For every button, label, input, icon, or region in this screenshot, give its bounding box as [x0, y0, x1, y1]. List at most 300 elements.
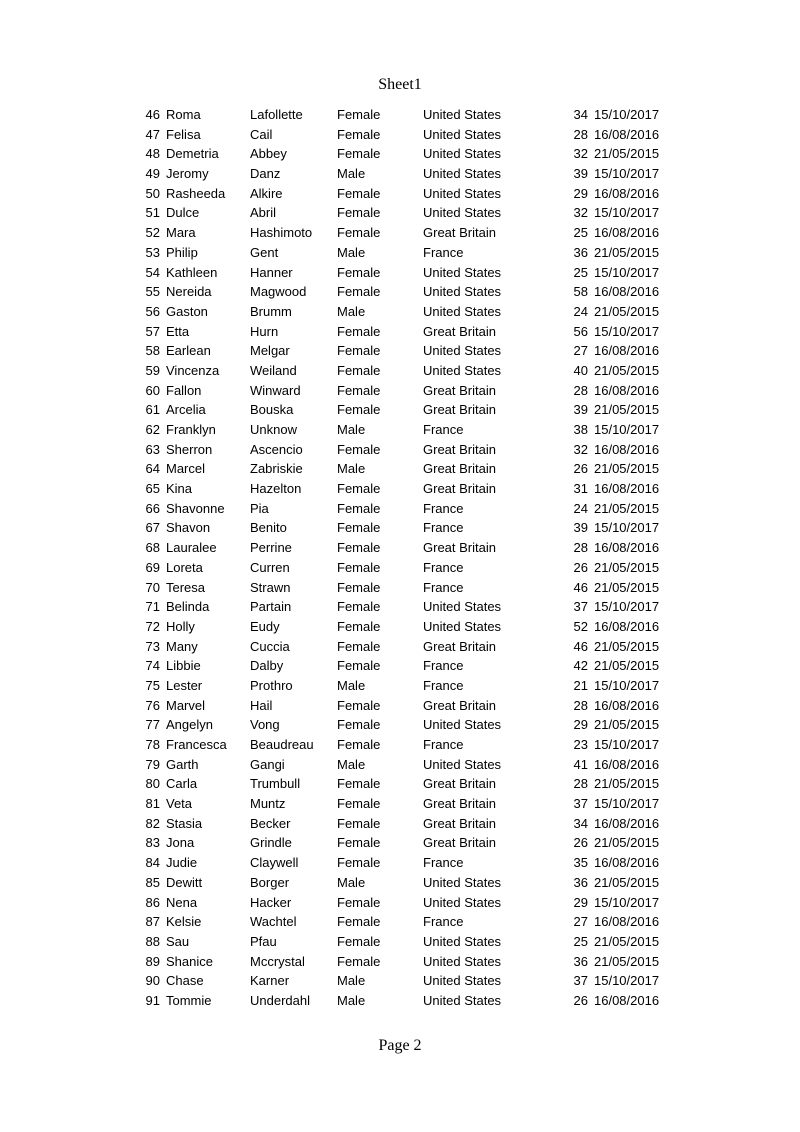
table-row	[140, 893, 680, 913]
last-name-cell: Wachtel	[250, 914, 297, 930]
row-number-cell: 84	[145, 855, 160, 871]
date-cell: 15/10/2017	[594, 796, 660, 812]
date-cell: 16/08/2016	[594, 126, 660, 142]
date-cell: 21/05/2015	[594, 402, 660, 418]
country-cell: United States	[423, 992, 502, 1008]
row-number-cell: 52	[145, 225, 160, 241]
row-number-cell: 79	[145, 756, 160, 772]
gender-cell: Female	[337, 658, 381, 674]
country-cell: United States	[423, 362, 502, 378]
country-cell: Great Britain	[423, 697, 496, 713]
age-cell: 26	[573, 835, 588, 851]
first-name-cell: Dulce	[166, 205, 200, 221]
country-cell: Great Britain	[423, 441, 496, 457]
row-number-cell: 51	[145, 205, 160, 221]
row-number-cell: 67	[145, 520, 160, 536]
date-cell: 21/05/2015	[594, 933, 660, 949]
age-cell: 29	[573, 185, 588, 201]
table-row	[140, 144, 680, 164]
last-name-cell: Vong	[250, 717, 280, 733]
last-name-cell: Beaudreau	[250, 737, 314, 752]
gender-cell: Male	[337, 461, 366, 477]
last-name-cell: Gangi	[250, 756, 285, 772]
row-number-cell: 89	[145, 953, 160, 969]
first-name-cell: Felisa	[166, 126, 201, 142]
country-cell: Great Britain	[423, 323, 496, 339]
row-number-cell: 69	[145, 559, 160, 575]
age-cell: 24	[573, 303, 588, 319]
row-number-cell: 83	[145, 835, 160, 851]
last-name-cell: Pia	[250, 500, 269, 516]
date-cell: 21/05/2015	[594, 500, 660, 516]
country-cell: Great Britain	[423, 815, 496, 831]
first-name-cell: Sherron	[166, 441, 213, 457]
age-cell: 23	[573, 737, 588, 752]
date-cell: 16/08/2016	[594, 382, 660, 398]
gender-cell: Female	[337, 225, 381, 241]
first-name-cell: Shavonne	[166, 500, 225, 516]
last-name-cell: Curren	[250, 559, 290, 575]
age-cell: 25	[573, 933, 588, 949]
age-cell: 36	[573, 244, 588, 260]
country-cell: United States	[423, 146, 502, 162]
date-cell: 21/05/2015	[594, 303, 660, 319]
last-name-cell: Karner	[250, 973, 290, 989]
row-number-cell: 60	[145, 382, 160, 398]
country-cell: United States	[423, 303, 502, 319]
country-cell: France	[423, 244, 464, 260]
date-cell: 15/10/2017	[594, 422, 660, 437]
age-cell: 35	[573, 855, 588, 871]
row-number-cell: 75	[145, 677, 160, 693]
gender-cell: Female	[337, 520, 381, 536]
first-name-cell: Sau	[166, 933, 190, 949]
last-name-cell: Hazelton	[250, 481, 302, 497]
last-name-cell: Claywell	[250, 855, 299, 871]
last-name-cell: Abril	[250, 205, 277, 221]
country-cell: United States	[423, 126, 502, 142]
date-cell: 21/05/2015	[594, 461, 660, 477]
gender-cell: Female	[337, 855, 381, 871]
table-row	[140, 361, 680, 381]
country-cell: France	[423, 579, 464, 595]
table-row	[140, 263, 680, 283]
table-row	[140, 952, 680, 972]
gender-cell: Female	[337, 264, 381, 280]
country-cell: United States	[423, 166, 502, 182]
last-name-cell: Gent	[250, 244, 279, 260]
last-name-cell: Zabriskie	[250, 461, 303, 477]
age-cell: 39	[573, 402, 588, 418]
first-name-cell: Loreta	[166, 559, 203, 575]
country-cell: Great Britain	[423, 796, 496, 812]
first-name-cell: Carla	[166, 776, 198, 792]
sheet-title: Sheet1	[378, 76, 422, 93]
date-cell: 15/10/2017	[594, 166, 660, 182]
date-cell: 16/08/2016	[594, 540, 660, 556]
gender-cell: Female	[337, 559, 381, 575]
table-row	[140, 676, 680, 696]
first-name-cell: Philip	[166, 244, 198, 260]
date-cell: 16/08/2016	[594, 343, 660, 359]
age-cell: 29	[573, 894, 588, 910]
table-row	[140, 932, 680, 952]
age-cell: 46	[573, 579, 588, 595]
gender-cell: Female	[337, 697, 381, 713]
data-table	[140, 105, 680, 1011]
table-row	[140, 440, 680, 460]
row-number-cell: 71	[145, 599, 160, 615]
first-name-cell: Earlean	[166, 343, 211, 359]
last-name-cell: Mccrystal	[250, 953, 305, 969]
gender-cell: Male	[337, 992, 366, 1008]
age-cell: 28	[573, 697, 588, 713]
last-name-cell: Strawn	[250, 579, 291, 595]
last-name-cell: Partain	[250, 599, 292, 615]
gender-cell: Male	[337, 303, 366, 319]
first-name-cell: Etta	[166, 323, 190, 339]
gender-cell: Female	[337, 894, 381, 910]
country-cell: United States	[423, 343, 502, 359]
age-cell: 27	[573, 343, 588, 359]
country-cell: Great Britain	[423, 225, 496, 241]
last-name-cell: Hail	[250, 697, 273, 713]
last-name-cell: Unknow	[250, 422, 297, 437]
table-row	[140, 715, 680, 735]
row-number-cell: 82	[145, 815, 160, 831]
date-cell: 16/08/2016	[594, 756, 660, 772]
row-number-cell: 57	[145, 323, 160, 339]
gender-cell: Male	[337, 422, 366, 437]
date-cell: 15/10/2017	[594, 323, 660, 339]
last-name-cell: Magwood	[250, 284, 307, 300]
last-name-cell: Bouska	[250, 402, 294, 418]
table-row	[140, 696, 680, 716]
table-row	[140, 833, 680, 853]
row-number-cell: 54	[145, 264, 160, 280]
row-number-cell: 77	[145, 717, 160, 733]
country-cell: France	[423, 677, 464, 693]
row-number-cell: 72	[145, 618, 160, 634]
table-row	[140, 302, 680, 322]
date-cell: 21/05/2015	[594, 559, 660, 575]
date-cell: 16/08/2016	[594, 815, 660, 831]
date-cell: 21/05/2015	[594, 146, 660, 162]
row-number-cell: 90	[145, 973, 160, 989]
row-number-cell: 50	[145, 185, 160, 201]
date-cell: 15/10/2017	[594, 894, 660, 910]
gender-cell: Female	[337, 107, 381, 122]
row-number-cell: 91	[145, 992, 160, 1008]
table-row	[140, 341, 680, 361]
last-name-cell: Hacker	[250, 894, 292, 910]
gender-cell: Female	[337, 815, 381, 831]
date-cell: 15/10/2017	[594, 973, 660, 989]
age-cell: 40	[573, 362, 588, 378]
first-name-cell: Jeromy	[166, 166, 209, 182]
table-row	[140, 794, 680, 814]
first-name-cell: Stasia	[166, 815, 203, 831]
country-cell: United States	[423, 717, 502, 733]
last-name-cell: Underdahl	[250, 992, 310, 1008]
last-name-cell: Benito	[250, 520, 287, 536]
table-row	[140, 578, 680, 598]
table-row	[140, 282, 680, 302]
age-cell: 28	[573, 776, 588, 792]
last-name-cell: Hanner	[250, 264, 293, 280]
gender-cell: Female	[337, 343, 381, 359]
country-cell: Great Britain	[423, 461, 496, 477]
row-number-cell: 68	[145, 540, 160, 556]
first-name-cell: Holly	[166, 618, 195, 634]
date-cell: 15/10/2017	[594, 264, 660, 280]
age-cell: 26	[573, 992, 588, 1008]
gender-cell: Female	[337, 638, 381, 654]
table-row	[140, 479, 680, 499]
country-cell: United States	[423, 185, 502, 201]
gender-cell: Male	[337, 244, 366, 260]
country-cell: United States	[423, 894, 502, 910]
country-cell: France	[423, 737, 464, 752]
last-name-cell: Winward	[250, 382, 301, 398]
date-cell: 21/05/2015	[594, 579, 660, 595]
date-cell: 16/08/2016	[594, 855, 660, 871]
last-name-cell: Trumbull	[250, 776, 301, 792]
last-name-cell: Becker	[250, 815, 291, 831]
date-cell: 15/10/2017	[594, 599, 660, 615]
country-cell: France	[423, 914, 464, 930]
last-name-cell: Alkire	[250, 185, 283, 201]
date-cell: 15/10/2017	[594, 520, 660, 536]
first-name-cell: Kina	[166, 481, 193, 497]
table-row	[140, 873, 680, 893]
gender-cell: Female	[337, 146, 381, 162]
country-cell: France	[423, 658, 464, 674]
last-name-cell: Danz	[250, 166, 281, 182]
country-cell: Great Britain	[423, 382, 496, 398]
gender-cell: Male	[337, 874, 366, 890]
first-name-cell: Belinda	[166, 599, 210, 615]
age-cell: 21	[573, 677, 588, 693]
table-row	[140, 814, 680, 834]
table-row	[140, 400, 680, 420]
row-number-cell: 61	[145, 402, 160, 418]
table-row	[140, 853, 680, 873]
table-row	[140, 656, 680, 676]
table-row	[140, 558, 680, 578]
first-name-cell: Angelyn	[166, 717, 213, 733]
last-name-cell: Hurn	[250, 323, 279, 339]
country-cell: United States	[423, 874, 502, 890]
date-cell: 16/08/2016	[594, 481, 660, 497]
row-number-cell: 73	[145, 638, 160, 654]
country-cell: United States	[423, 284, 502, 300]
row-number-cell: 58	[145, 343, 160, 359]
last-name-cell: Borger	[250, 874, 290, 890]
country-cell: Great Britain	[423, 776, 496, 792]
age-cell: 27	[573, 914, 588, 930]
row-number-cell: 87	[145, 914, 160, 930]
age-cell: 32	[573, 205, 588, 221]
row-number-cell: 56	[145, 303, 160, 319]
first-name-cell: Arcelia	[166, 402, 206, 418]
age-cell: 28	[573, 540, 588, 556]
first-name-cell: Francesca	[166, 737, 227, 752]
table-row	[140, 499, 680, 519]
row-number-cell: 49	[145, 166, 160, 182]
table-row	[140, 420, 680, 440]
gender-cell: Female	[337, 933, 381, 949]
age-cell: 25	[573, 264, 588, 280]
gender-cell: Male	[337, 756, 366, 772]
age-cell: 37	[573, 796, 588, 812]
row-number-cell: 86	[145, 894, 160, 910]
gender-cell: Female	[337, 618, 381, 634]
age-cell: 46	[573, 638, 588, 654]
age-cell: 39	[573, 520, 588, 536]
gender-cell: Female	[337, 914, 381, 930]
last-name-cell: Pfau	[250, 933, 277, 949]
first-name-cell: Nena	[166, 894, 198, 910]
gender-cell: Female	[337, 441, 381, 457]
first-name-cell: Shavon	[166, 520, 211, 536]
country-cell: Great Britain	[423, 638, 496, 654]
table-row	[140, 755, 680, 775]
date-cell: 21/05/2015	[594, 953, 660, 969]
country-cell: United States	[423, 599, 502, 615]
gender-cell: Female	[337, 185, 381, 201]
table-row	[140, 184, 680, 204]
table-row	[140, 203, 680, 223]
first-name-cell: Roma	[166, 107, 201, 122]
first-name-cell: Teresa	[166, 579, 206, 595]
table-row	[140, 164, 680, 184]
table-row	[140, 774, 680, 794]
gender-cell: Female	[337, 362, 381, 378]
row-number-cell: 81	[145, 796, 160, 812]
row-number-cell: 74	[145, 658, 160, 674]
row-number-cell: 46	[145, 107, 160, 122]
table-row	[140, 381, 680, 401]
age-cell: 24	[573, 500, 588, 516]
table-row	[140, 459, 680, 479]
gender-cell: Female	[337, 323, 381, 339]
last-name-cell: Grindle	[250, 835, 292, 851]
gender-cell: Female	[337, 953, 381, 969]
table-row	[140, 538, 680, 558]
table-row	[140, 735, 680, 755]
row-number-cell: 78	[145, 737, 160, 752]
last-name-cell: Ascencio	[250, 441, 303, 457]
country-cell: United States	[423, 973, 502, 989]
gender-cell: Female	[337, 835, 381, 851]
country-cell: United States	[423, 933, 502, 949]
row-number-cell: 48	[145, 146, 160, 162]
first-name-cell: Lester	[166, 677, 203, 693]
first-name-cell: Dewitt	[166, 874, 203, 890]
table-row	[140, 105, 680, 125]
age-cell: 42	[573, 658, 588, 674]
row-number-cell: 66	[145, 500, 160, 516]
gender-cell: Male	[337, 677, 366, 693]
gender-cell: Female	[337, 776, 381, 792]
first-name-cell: Garth	[166, 756, 199, 772]
first-name-cell: Judie	[166, 855, 198, 871]
row-number-cell: 64	[145, 461, 160, 477]
country-cell: Great Britain	[423, 835, 496, 851]
first-name-cell: Jona	[166, 835, 195, 851]
row-number-cell: 53	[145, 244, 160, 260]
last-name-cell: Abbey	[250, 146, 287, 162]
table-row	[140, 125, 680, 145]
gender-cell: Male	[337, 166, 366, 182]
country-cell: France	[423, 520, 464, 536]
row-number-cell: 65	[145, 481, 160, 497]
country-cell: Great Britain	[423, 540, 496, 556]
row-number-cell: 88	[145, 933, 160, 949]
age-cell: 37	[573, 599, 588, 615]
gender-cell: Female	[337, 284, 381, 300]
age-cell: 31	[573, 481, 588, 497]
age-cell: 32	[573, 441, 588, 457]
first-name-cell: Lauralee	[166, 540, 217, 556]
gender-cell: Female	[337, 737, 381, 752]
gender-cell: Female	[337, 717, 381, 733]
first-name-cell: Gaston	[166, 303, 208, 319]
last-name-cell: Cail	[250, 126, 273, 142]
date-cell: 16/08/2016	[594, 914, 660, 930]
country-cell: United States	[423, 107, 502, 122]
gender-cell: Female	[337, 402, 381, 418]
last-name-cell: Weiland	[250, 362, 297, 378]
table-row	[140, 617, 680, 637]
row-number-cell: 63	[145, 441, 160, 457]
first-name-cell: Vincenza	[166, 362, 220, 378]
country-cell: France	[423, 855, 464, 871]
last-name-cell: Eudy	[250, 618, 280, 634]
country-cell: United States	[423, 756, 502, 772]
date-cell: 16/08/2016	[594, 225, 660, 241]
row-number-cell: 85	[145, 874, 160, 890]
first-name-cell: Chase	[166, 973, 204, 989]
age-cell: 58	[573, 284, 588, 300]
date-cell: 21/05/2015	[594, 874, 660, 890]
last-name-cell: Cuccia	[250, 638, 290, 654]
table-row	[140, 223, 680, 243]
first-name-cell: Fallon	[166, 382, 202, 398]
age-cell: 36	[573, 874, 588, 890]
age-cell: 36	[573, 953, 588, 969]
gender-cell: Female	[337, 382, 381, 398]
first-name-cell: Kelsie	[166, 914, 202, 930]
table-row	[140, 322, 680, 342]
last-name-cell: Lafollette	[250, 107, 303, 122]
country-cell: United States	[423, 953, 502, 969]
country-cell: Great Britain	[423, 481, 496, 497]
last-name-cell: Muntz	[250, 796, 286, 812]
last-name-cell: Dalby	[250, 658, 284, 674]
row-number-cell: 47	[145, 126, 160, 142]
country-cell: Great Britain	[423, 402, 496, 418]
page-number: Page 2	[378, 1037, 422, 1054]
table-row	[140, 518, 680, 538]
row-number-cell: 76	[145, 697, 160, 713]
table-row	[140, 971, 680, 991]
age-cell: 37	[573, 973, 588, 989]
age-cell: 41	[573, 756, 588, 772]
first-name-cell: Rasheeda	[166, 185, 226, 201]
first-name-cell: Marvel	[166, 697, 206, 713]
